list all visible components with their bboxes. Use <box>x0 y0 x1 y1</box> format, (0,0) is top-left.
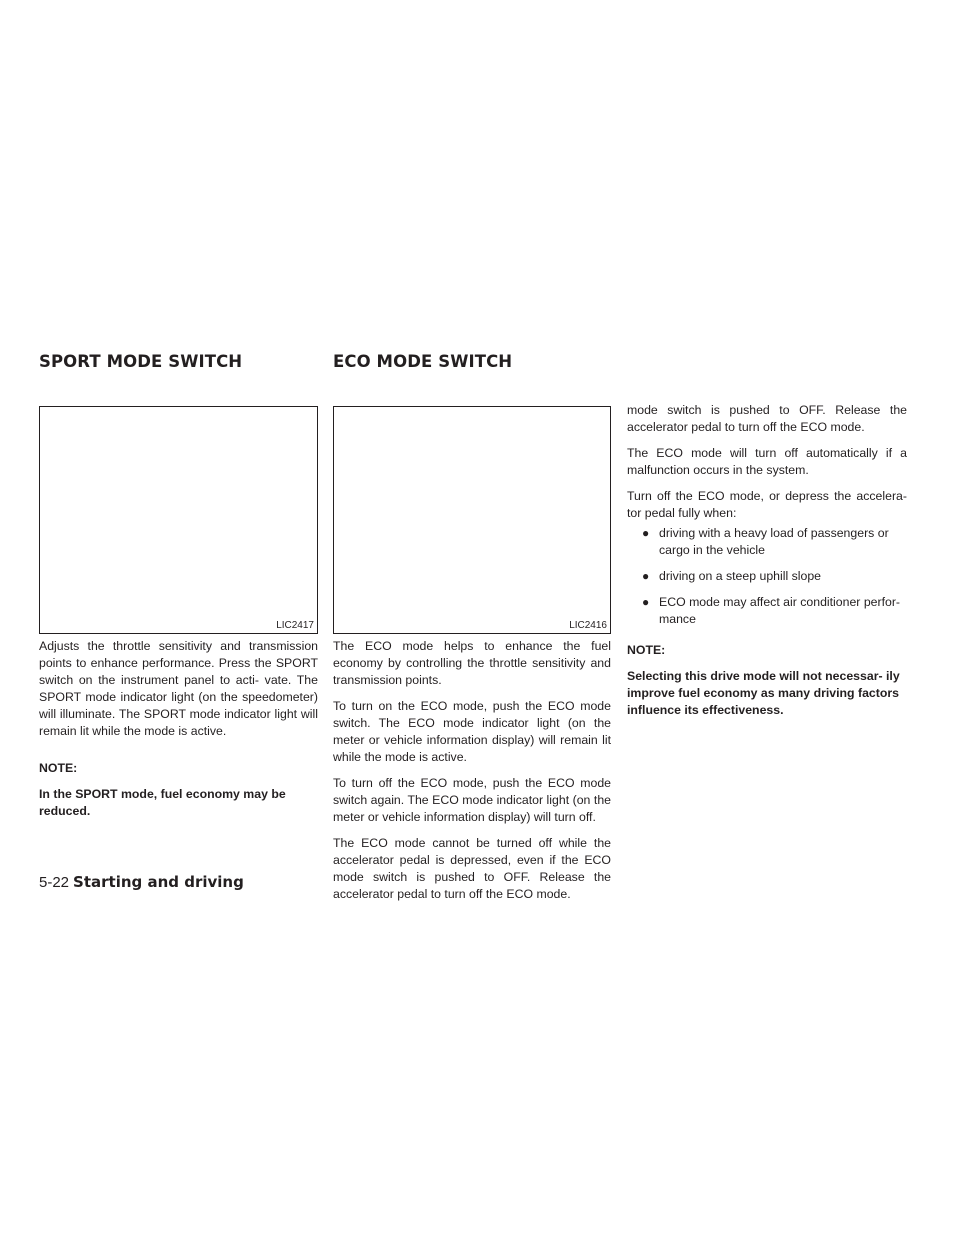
page-footer <box>39 873 244 891</box>
eco-column-2 <box>627 402 907 728</box>
list-item: ● driving on a steep uphill slope <box>642 569 822 583</box>
figure-code: LIC2416 <box>569 620 607 631</box>
sport-note-heading: NOTE: <box>39 761 78 775</box>
sport-note: In the SPORT mode, fuel economy may be reduced. <box>39 787 286 818</box>
figure-code: LIC2417 <box>276 620 314 631</box>
eco-note-heading: NOTE: <box>627 643 666 657</box>
bullet-icon: ● <box>642 595 650 609</box>
bullet-icon: ● <box>642 569 650 583</box>
eco-mode-figure <box>333 406 611 634</box>
eco-bullet-list <box>627 525 907 628</box>
sport-mode-figure <box>39 406 318 634</box>
eco-paragraph-continued: mode switch is pushed to OFF. Release the accelerator pedal to turn off the ECO mode. <box>627 403 907 434</box>
eco-paragraph: The ECO mode helps to enhance the fuel economy by controlling the throttle sensitivity and transmission points. <box>333 639 611 687</box>
eco-mode-heading: ECO MODE SWITCH <box>333 352 513 371</box>
sport-mode-heading: SPORT MODE SWITCH <box>39 352 243 371</box>
eco-paragraph: To turn on the ECO mode, push the ECO mode switch. The ECO mode indicator light (on the meter or vehicle information display) will remain lit while the mode is active. <box>333 699 611 764</box>
eco-column-1 <box>333 638 611 901</box>
eco-paragraph: Turn off the ECO mode, or depress the accelera- tor pedal fully when: <box>627 489 907 520</box>
section-title: Starting and driving <box>73 873 244 891</box>
eco-paragraph: To turn off the ECO mode, push the ECO mode switch again. The ECO mode indicator light (on the meter or vehicle information display) will turn off. <box>333 776 611 824</box>
list-item: ● driving with a heavy load of passengers or cargo in the vehicle <box>642 526 889 557</box>
page-number: 5-22 <box>39 874 70 891</box>
sport-column <box>39 638 318 829</box>
sport-body: Adjusts the throttle sensitivity and transmission points to enhance performance. Press the SPORT switch on the instrument panel to acti- vate. The SPORT mode indicator light (on the speedometer) will illuminate. The SPORT mode indicator light will remain lit while the mode is active. <box>39 639 318 738</box>
eco-note: Selecting this drive mode will not necessar- ily improve fuel economy as many driving factors influence its effectiveness. <box>627 669 900 717</box>
eco-paragraph: The ECO mode cannot be turned off while the accelerator pedal is depressed, even if the ECO mode switch is pushed to OFF. Release the accelerator pedal to turn off the ECO mode. <box>333 836 611 901</box>
list-item: ● ECO mode may affect air conditioner perfor- mance <box>642 595 901 626</box>
bullet-icon: ● <box>642 526 650 540</box>
eco-paragraph: The ECO mode will turn off automatically if a malfunction occurs in the system. <box>627 446 907 477</box>
